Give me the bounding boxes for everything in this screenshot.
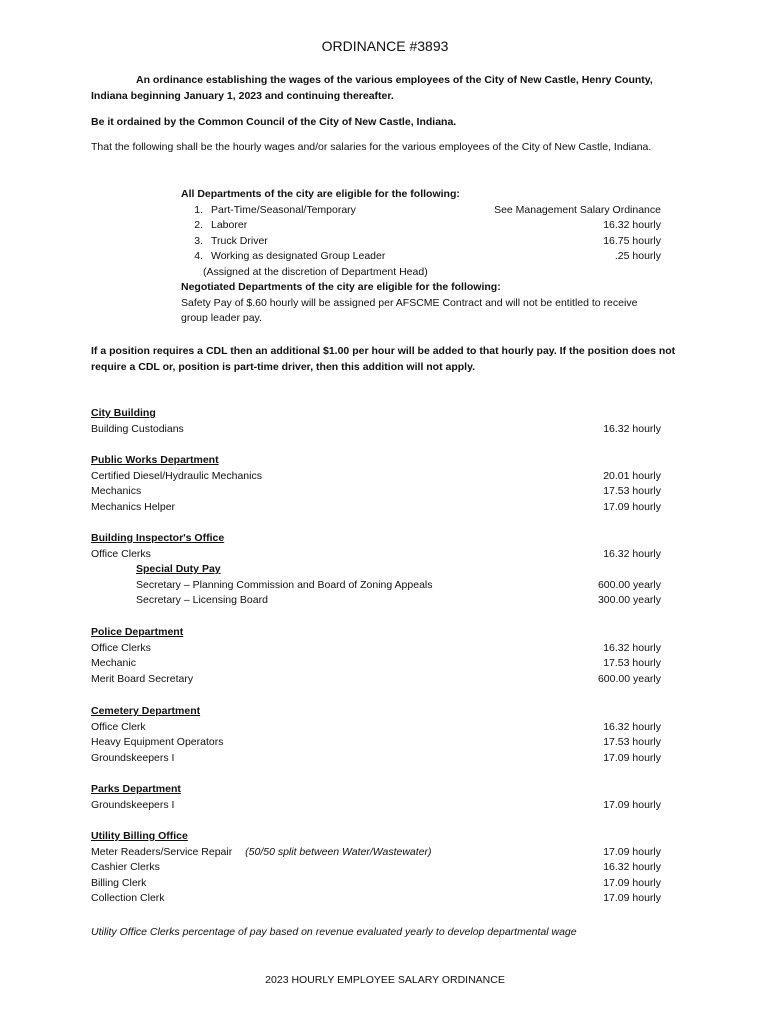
table-row: Secretary – Planning Commission and Board of Zoning Appeals 600.00 yearly: [136, 578, 661, 591]
police-section: [91, 625, 661, 687]
table-row: Cashier Clerks 16.32 hourly: [91, 861, 661, 874]
table-row: Office Clerk 16.32 hourly: [91, 720, 661, 733]
following-paragraph: That the following shall be the hourly wages and/or salaries for the various employees of the City of New Castle, Indiana.: [91, 141, 652, 153]
table-row: Building Custodians 16.32 hourly: [91, 422, 661, 435]
utility-billing-section: [91, 829, 661, 907]
section-heading: Utility Billing Office: [91, 830, 188, 842]
list-item: 4. Working as designated Group Leader .25 hourly: [194, 250, 661, 262]
section-heading: City Building: [91, 407, 156, 419]
table-row: Meter Readers/Service Repair (50/50 split between Water/Wastewater) 17.09 hourly: [91, 845, 661, 858]
table-row: Office Clerks 16.32 hourly: [91, 641, 661, 654]
cdl-paragraph: If a position requires a CDL then an additional $1.00 per hour will be added to that hourly pay. If the position does not require a CDL or, position is part-time driver, then this addition will not apply.: [91, 345, 676, 373]
assigned-note: (Assigned at the discretion of Department Head): [203, 265, 428, 278]
table-row: Mechanics 17.53 hourly: [91, 485, 661, 498]
all-departments-block: [181, 187, 661, 327]
list-item: 1. Part-Time/Seasonal/Temporary See Management Salary Ordinance: [194, 203, 661, 216]
city-building-section: [91, 406, 661, 437]
utility-office-note: Utility Office Clerks percentage of pay based on revenue evaluated yearly to develop departmental wage: [91, 926, 577, 938]
table-row: Collection Clerk 17.09 hourly: [91, 892, 661, 905]
parks-section: [91, 782, 661, 813]
cemetery-section: [91, 704, 661, 766]
ordained-paragraph: Be it ordained by the Common Council of the City of New Castle, Indiana.: [91, 116, 457, 128]
ordinance-title: ORDINANCE #3893: [321, 38, 449, 54]
negotiated-heading: Negotiated Departments of the city are eligible for the following:: [181, 281, 501, 293]
page-footer: 2023 HOURLY EMPLOYEE SALARY ORDINANCE: [265, 974, 505, 986]
table-row: Groundskeepers I 17.09 hourly: [91, 751, 661, 764]
section-heading: Building Inspector's Office: [91, 532, 225, 544]
section-heading: Public Works Department: [91, 454, 219, 466]
list-item: 3. Truck Driver 16.75 hourly: [194, 234, 661, 247]
split-note: (50/50 split between Water/Wastewater): [245, 845, 432, 858]
table-row: Merit Board Secretary 600.00 yearly: [91, 672, 661, 685]
special-duty-heading: Special Duty Pay: [136, 563, 221, 576]
section-heading: Parks Department: [91, 783, 181, 795]
table-row: Mechanic 17.53 hourly: [91, 657, 661, 670]
table-row: Office Clerks 16.32 hourly: [91, 547, 661, 560]
all-departments-heading: All Departments of the city are eligible for the following:: [181, 188, 460, 200]
table-row: Heavy Equipment Operators 17.53 hourly: [91, 736, 661, 749]
table-row: Billing Clerk 17.09 hourly: [91, 876, 661, 889]
table-row: Mechanics Helper 17.09 hourly: [91, 500, 661, 513]
intro-paragraph: An ordinance establishing the wages of the various employees of the City of New Castle, Henry County, Indiana beginning January 1, 2023 and continuing thereafter.: [91, 74, 653, 102]
public-works-section: [91, 453, 661, 515]
section-heading: Police Department: [91, 626, 184, 638]
list-item: 2. Laborer 16.32 hourly: [194, 219, 661, 231]
section-heading: Cemetery Department: [91, 705, 201, 717]
table-row: Certified Diesel/Hydraulic Mechanics 20.01 hourly: [91, 469, 661, 482]
building-inspector-section: [91, 531, 661, 609]
table-row: Groundskeepers I 17.09 hourly: [91, 798, 661, 811]
table-row: Secretary – Licensing Board 300.00 yearly: [136, 594, 661, 607]
safety-pay-text: Safety Pay of $.60 hourly will be assigned per AFSCME Contract and will not be entitled to receive group leader pay.: [181, 296, 638, 324]
